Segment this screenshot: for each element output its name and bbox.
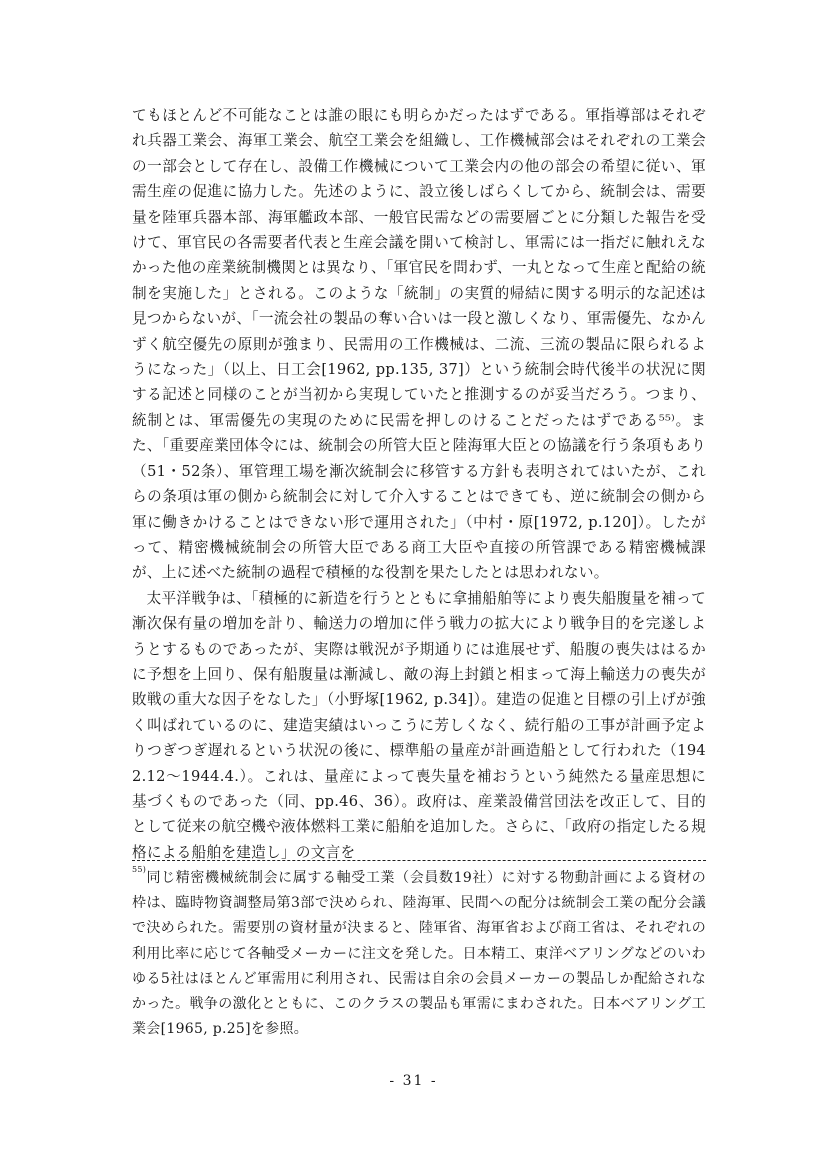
footnote-text: 同じ精密機械統制会に属する軸受工業（会員数19社）に対する物動計画による資材の枠は、臨時物資調整局第3部で決められ、陸海軍、民間への配分は統制会工業の配分会議で決められた。需要別の資材量が決まると、陸軍省、海軍省および商工省は、それぞれの利用比率に応じて各軸受メーカーに注文を発した。日本精工、東洋ベアリングなどのいわゆる5社はほとんど軍需用に利用され、民需は自余の会員メーカーの製品しか配給されなかった。戦争の激化とともに、このクラスの製品も軍需にまわされた。日本ベアリング工業会[1965, p.25]を参照。 bbox=[132, 870, 706, 1038]
paragraph-1: てもほとんど不可能なことは誰の眼にも明らかだったはずである。軍指導部はそれぞれ兵器工業会、海軍工業会、航空工業会を組織し、工作機械部会はそれぞれの工業会の一部会として存在し、設備工作機械について工業会内の他の部会の希望に従い、軍需生産の促進に協力した。先述のように、設立後しばらくしてから、統制会は、需要量を陸軍兵器本部、海軍艦政本部、一般官民需などの需要層ごとに分類した報告を受けて、軍官民の各需要者代表と生産会議を開いて検討し、軍需には一指だに触れえなかった他の産業統制機関とは異なり、「軍官民を問わず、一丸となって生産と配給の統制を実施した」とされる。このような「統制」の実質的帰結に関する明示的な記述は見つからないが、「一流会社の製品の奪い合いは一段と激しくなり、軍需優先、なかんずく航空優先の原則が強まり、民需用の工作機械は、二流、三流の製品に限られるようになった」（以上、日工会[1962, pp.135, 37]）という統制会時代後半の状況に関する記述と同様のことが当初から実現していたと推測するのが妥当だろう。つまり、統制とは、軍需優先の実現のために民需を押しのけることだったはずである⁵⁵⁾。また、「重要産業団体令には、統制会の所管大臣と陸海軍大臣との協議を行う条項もあり（51・52条）、軍管理工場を漸次統制会に移管する方針も表明されてはいたが、これらの条項は軍の側から統制会に対して介入することはできても、逆に統制会の側から軍に働きかけることはできない形で運用された」（中村・原[1972, p.120]）。したがって、精密機械統制会の所管大臣である商工大臣や直接の所管課である精密機械課が、上に述べた統制の過程で積極的な役割を果たしたとは思われない。 bbox=[132, 107, 706, 582]
footnote-marker: 55) bbox=[132, 865, 147, 874]
paragraph-2: 太平洋戦争は、「積極的に新造を行うとともに拿捕船舶等により喪失船腹量を補って漸次保有量の増加を計り、輸送力の増加に伴う戦力の拡大により戦争目的を完遂しようとするものであったが、実際は戦況が予期通りには進展せず、船腹の喪失ははるかに予想を上回り、保有船腹量は漸減し、敵の海上封鎖と相まって海上輸送力の喪失が敗戦の重大な因子をなした」（小野塚[1962, p.34]）。建造の促進と目標の引上げが強く叫ばれているのに、建造実績はいっこうに芳しくなく、続行船の工事が計画予定よりつぎつぎ遅れるという状況の後に、標準船の量産が計画造船として行われた（1942.12〜1944.4.）。これは、量産によって喪失量を補おうという純然たる量産思想に基づくものであった（同、pp.46、36）。政府は、産業設備営団法を改正して、目的として従来の航空機や液体燃料工業に船舶を追加した。さらに、「政府の指定したる規格による船舶を建造し」の文言を bbox=[132, 589, 706, 861]
footnote-55 bbox=[132, 866, 706, 1042]
body-text bbox=[132, 103, 706, 865]
page-number: - 31 - bbox=[389, 1073, 438, 1089]
footnote-divider bbox=[132, 860, 706, 861]
